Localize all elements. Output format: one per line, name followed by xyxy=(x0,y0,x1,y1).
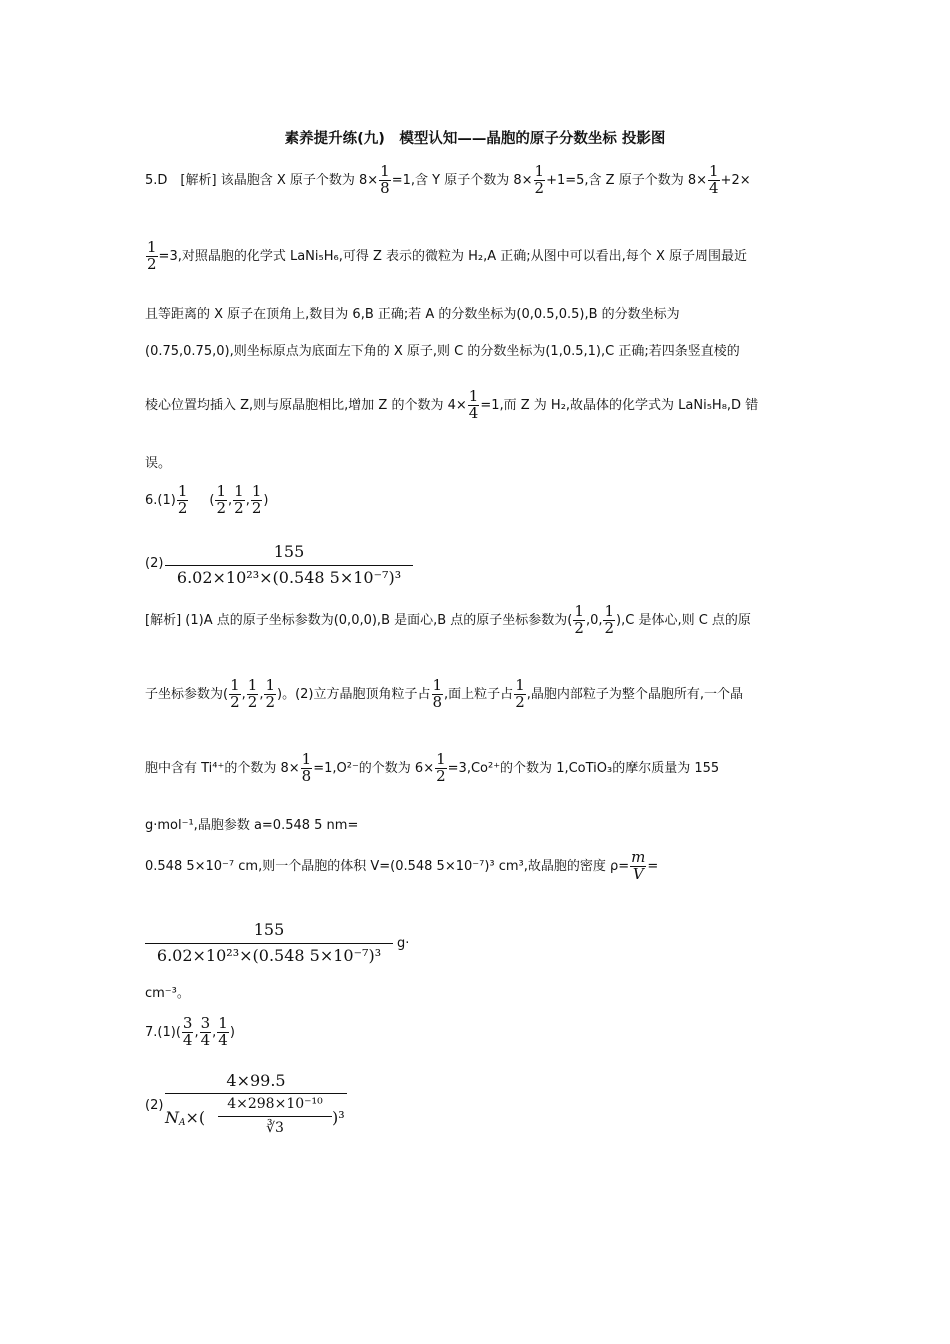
fraction: $\frac{1}{2}$ xyxy=(574,602,584,637)
q5-text: 5.D [解析] 该晶胞含 X 原子个数为 8× xyxy=(145,172,379,188)
fraction: $\frac{3}{4}$ xyxy=(200,1014,211,1049)
q6-text: 胞中含有 Ti⁴⁺的个数为 8× xyxy=(145,760,300,776)
fraction: $\frac{1}{4}$ xyxy=(218,1014,228,1049)
q6-label: 6.(1) xyxy=(145,492,176,508)
q5-text: =1,而 Z 为 H₂,故晶体的化学式为 LaNi₅H₈,D 错 xyxy=(480,397,759,413)
fraction: $\frac{1}{2}$ xyxy=(436,750,446,785)
fraction: $\frac{1}{2}$ xyxy=(234,482,244,517)
q6-text: ,晶胞内部粒子为整个晶胞所有,一个晶 xyxy=(526,686,743,702)
unit-cm: cm⁻³。 xyxy=(145,986,190,1001)
fraction: $\frac{1}{4}$ xyxy=(709,162,719,197)
q7-inner-denominator: ∛3 xyxy=(266,1120,284,1136)
fraction: $\frac{1}{2}$ xyxy=(177,482,188,517)
q7-answer1: 7.(1)( $\frac{3}{4}$ , $\frac{3}{4}$ , $\frac{1}{4}$ ) xyxy=(145,1014,235,1049)
q6-explain2: 子坐标参数为( $\frac{1}{2}$ , $\frac{1}{2}$ , $\frac{1}{2}$ )。(2)立方晶胞顶角粒子占 $\frac{1}{8}$ ,面上粒子占 $\frac{1}{2}$ ,晶胞内部粒子为整个晶胞所有,一个晶 xyxy=(145,676,743,711)
fraction: $\frac{1}{8}$ xyxy=(380,162,390,197)
density-denominator-2: 6.02×10²³×(0.548 5×10⁻⁷)³ xyxy=(156,946,382,965)
q5-line4: (0.75,0.75,0),则坐标原点为底面左下角的 X 原子,则 C 的分数坐标为(1,0.5,1),C 正确;若四条竖直棱的 xyxy=(145,344,740,359)
q6-text: =1,O²⁻的个数为 6× xyxy=(313,760,435,776)
q7-denom-right: )³ xyxy=(332,1108,345,1127)
q7-text: ) xyxy=(229,1024,235,1040)
density-numerator-2: 155 xyxy=(253,920,285,939)
q5-line1 xyxy=(145,164,751,197)
q6-label2: (2) xyxy=(145,556,164,571)
fraction: $\frac{1}{4}$ xyxy=(468,387,479,422)
fraction-bar xyxy=(218,1116,332,1117)
q5-text: =3,对照晶胞的化学式 LaNi₅H₆,可得 Z 表示的微粒为 H₂,A 正确;从图中可以看出,每个 X 原子周围最近 xyxy=(158,248,747,264)
q6-text: [解析] (1)A 点的原子坐标参数为(0,0,0),B 是面心,B 点的原子坐标参数为( xyxy=(145,612,573,628)
fraction: $\frac{1}{2}$ xyxy=(265,676,275,711)
q7-denom-left: NA×( xyxy=(165,1108,206,1128)
fraction: $\frac{1}{2}$ xyxy=(147,238,157,273)
q6-explain4: g·mol⁻¹,晶胞参数 a=0.548 5 nm= xyxy=(145,818,359,833)
q6-text: = xyxy=(647,858,659,874)
q5-line2 xyxy=(145,240,747,273)
fraction: $\frac{1}{2}$ xyxy=(216,482,226,517)
q6-text: ,0, xyxy=(585,612,603,628)
q5-line3: 且等距离的 X 原子在顶角上,数目为 6,B 正确;若 A 的分数坐标为(0,0.5,0.5),B 的分数坐标为 xyxy=(145,307,680,322)
q7-label2: (2) xyxy=(145,1098,164,1113)
fraction: $\frac{3}{4}$ xyxy=(182,1014,193,1049)
q7-inner-numerator: 4×298×10⁻¹⁰ xyxy=(227,1096,323,1112)
q5-text: =1,含 Y 原子个数为 8× xyxy=(391,172,533,188)
fraction: $\frac{1}{2}$ xyxy=(251,482,262,517)
q7-numerator: 4×99.5 xyxy=(226,1071,286,1090)
q5-line5 xyxy=(145,389,758,422)
q6-text: =3,Co²⁺的个数为 1,CoTiO₃的摩尔质量为 155 xyxy=(447,760,720,776)
density-numerator: 155 xyxy=(273,542,305,561)
q6-text: ,面上粒子占 xyxy=(444,686,514,702)
q6-explain5 xyxy=(145,850,658,883)
fraction: $\frac{1}{2}$ xyxy=(247,676,258,711)
q5-text: 棱心位置均插入 Z,则与原晶胞相比,增加 Z 的个数为 4× xyxy=(145,397,467,413)
q6-answer1: 6.(1) $\frac{1}{2}$ ( $\frac{1}{2}$ , $\frac{1}{2}$ , $\frac{1}{2}$ ) xyxy=(145,482,269,517)
q6-text: 0.548 5×10⁻⁷ cm,则一个晶胞的体积 V=(0.548 5×10⁻⁷)³ cm³,故晶胞的密度 ρ= xyxy=(145,858,630,874)
q6-explain3 xyxy=(145,752,719,785)
q5-text: +2× xyxy=(720,172,751,188)
fraction: $\frac{1}{2}$ xyxy=(534,162,545,197)
fraction-bar xyxy=(165,1093,347,1094)
q7-label: 7.(1)( xyxy=(145,1024,181,1040)
q6-text: ),C 是体心,则 C 点的原 xyxy=(616,612,751,628)
unit-g: g· xyxy=(397,936,410,951)
q6-text: )。(2)立方晶胞顶角粒子占 xyxy=(277,686,431,702)
fraction: $\frac{1}{2}$ xyxy=(230,676,240,711)
fraction: $\frac{m}{V}$ xyxy=(631,848,646,883)
q5-line6: 误。 xyxy=(145,456,172,471)
page-title: 素养提升练(九) 模型认知——晶胞的原子分数坐标 投影图 xyxy=(284,131,666,147)
fraction: $\frac{1}{8}$ xyxy=(432,676,443,711)
fraction-bar xyxy=(165,565,413,566)
fraction-bar xyxy=(145,943,393,944)
q6-text: 子坐标参数为( xyxy=(145,686,229,702)
fraction: $\frac{1}{8}$ xyxy=(301,750,312,785)
fraction: $\frac{1}{2}$ xyxy=(604,602,615,637)
density-denominator: 6.02×10²³×(0.548 5×10⁻⁷)³ xyxy=(176,568,402,587)
q5-text: +1=5,含 Z 原子个数为 8× xyxy=(546,172,707,188)
q6-explain1 xyxy=(145,604,751,637)
fraction: $\frac{1}{2}$ xyxy=(515,676,525,711)
